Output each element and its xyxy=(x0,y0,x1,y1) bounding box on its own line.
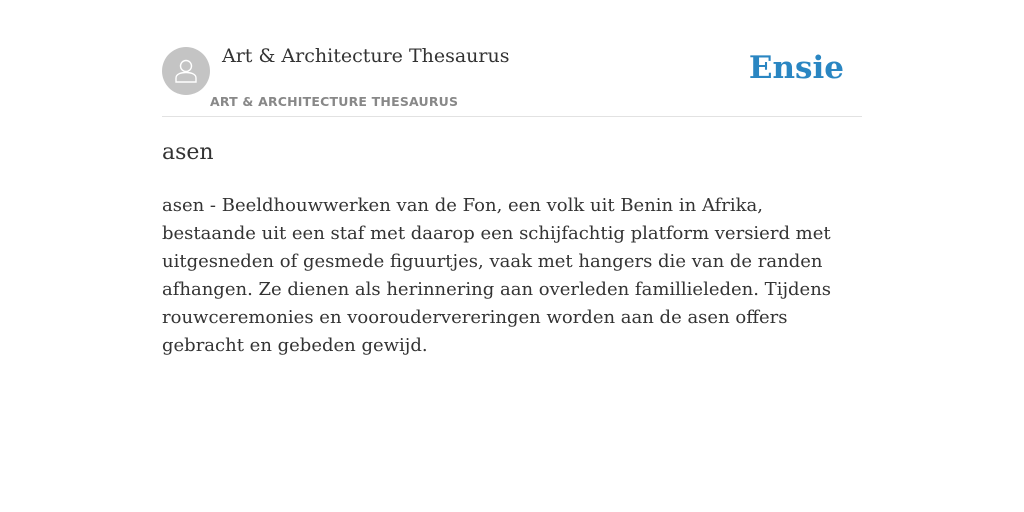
source-title-link[interactable]: Art & Architecture Thesaurus xyxy=(222,45,510,67)
page-container xyxy=(162,0,862,356)
user-icon xyxy=(171,56,201,86)
source-subtitle: ART & ARCHITECTURE THESAURUS xyxy=(210,94,459,109)
entry-term: asen xyxy=(162,140,214,165)
entry-definition: asen - Beeldhouwwerken van de Fon, een volk uit Benin in Afrika, bestaande uit een staf met daarop een schijfachtig platform versierd met uitgesneden of gesmede figuurtjes, vaak met hangers die van de randen afhangen. Ze dienen als herinnering aan overleden famillieleden. Tijdens rouwceremonies en vooroudervereringen worden aan de asen offers gebracht en gebeden gewijd. xyxy=(162,195,832,356)
source-avatar[interactable] xyxy=(162,47,210,95)
source-header xyxy=(162,0,862,117)
ensie-logo-link[interactable]: Ensie xyxy=(748,50,844,86)
